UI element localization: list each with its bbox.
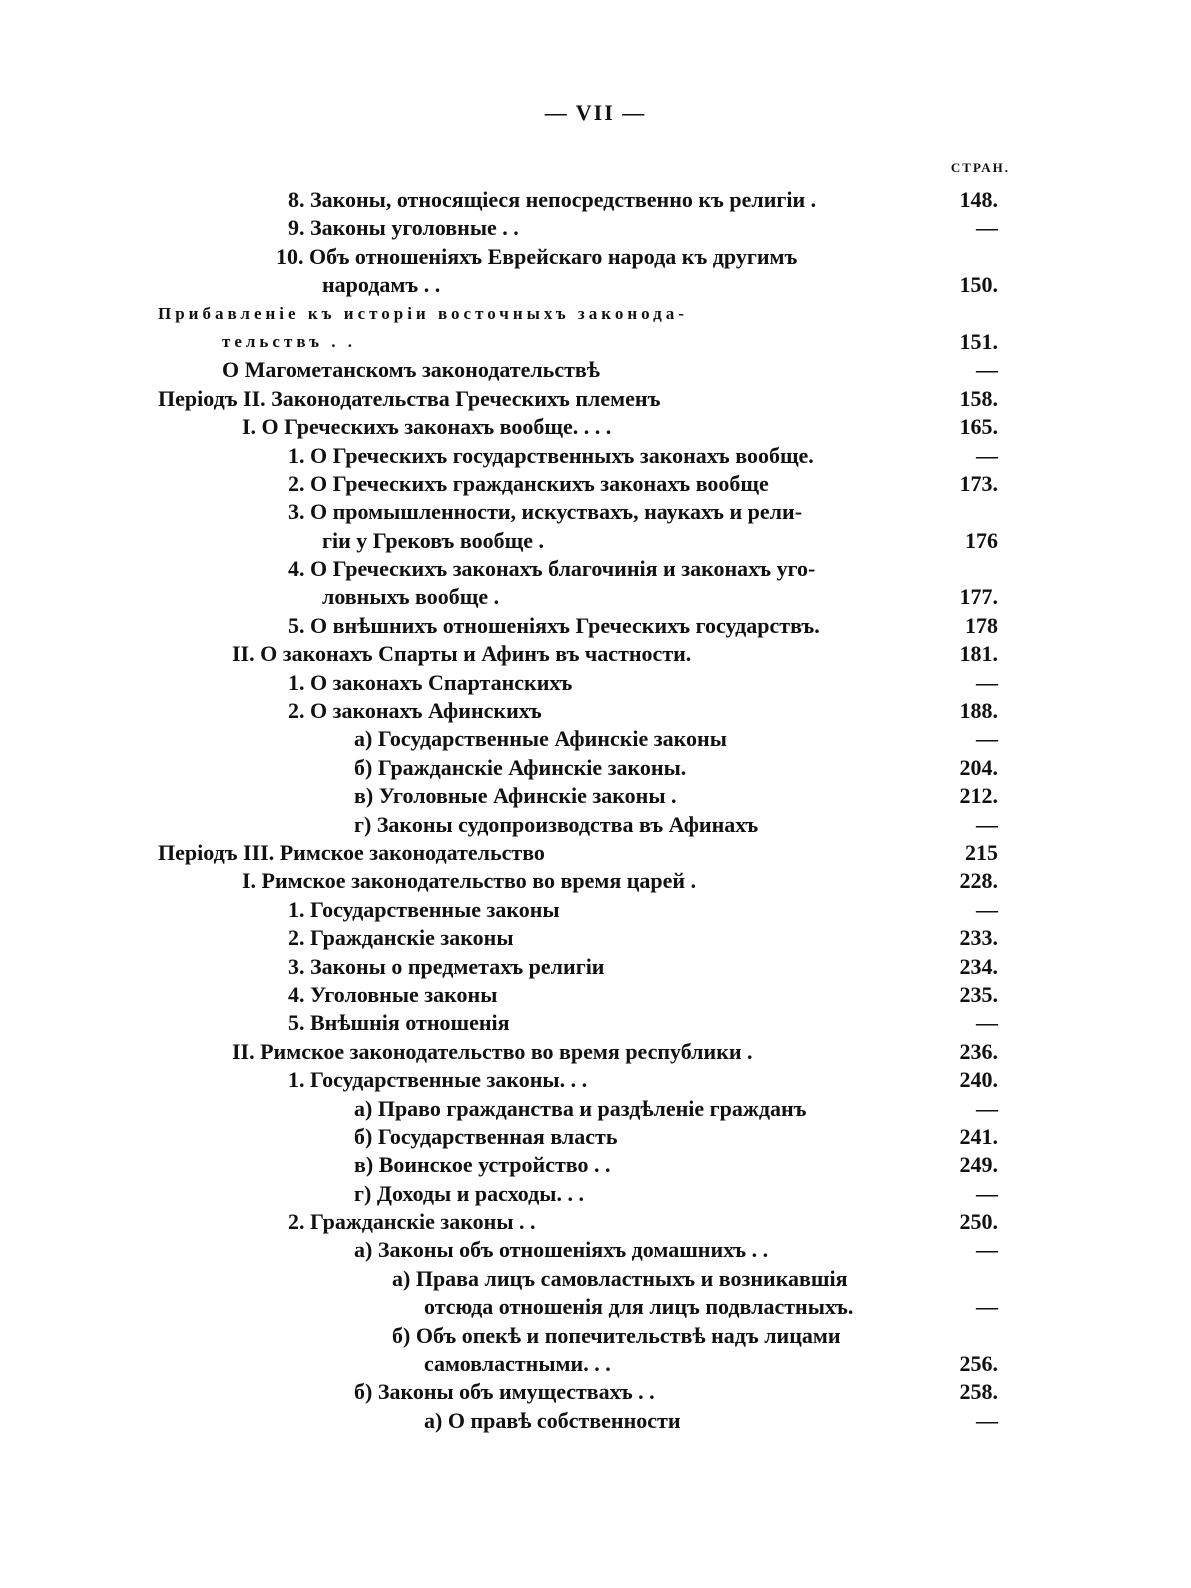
toc-entry xyxy=(0,953,1191,981)
toc-entry-page: 215 xyxy=(965,839,998,865)
toc-entry xyxy=(0,1322,1191,1350)
toc-entry-title: г) Доходы и расходы. . . xyxy=(354,1180,584,1206)
toc-entry-title: 3. О промышленности, искуствахъ, наукахъ и рели- xyxy=(288,499,803,525)
toc-entry-title: II. О законахъ Спарты и Афинъ въ частности. xyxy=(232,641,692,667)
toc-entry xyxy=(0,356,1191,384)
toc-entry xyxy=(0,186,1191,214)
toc-entry xyxy=(0,1151,1191,1179)
toc-entry-page: 150. xyxy=(959,272,998,298)
toc-entry-title: б) Объ опекѣ и попечительствѣ надъ лицами xyxy=(392,1322,841,1348)
toc-entry-page: — xyxy=(976,669,998,695)
toc-entry xyxy=(0,1293,1191,1321)
toc-entry-page: 249. xyxy=(959,1152,998,1178)
toc-entry-page: — xyxy=(976,1010,998,1036)
toc-entry xyxy=(0,867,1191,895)
toc-entry-title: ловныхъ вообще . xyxy=(322,584,500,610)
toc-entry-title: гіи у Грековъ вообще . xyxy=(322,527,544,553)
toc-entry-page: — xyxy=(976,1095,998,1121)
toc-entry xyxy=(0,413,1191,441)
toc-entry-title: I. О Греческихъ законахъ вообще. . . . xyxy=(242,414,612,440)
toc-entry-title: в) Уголовные Афинскіе законы . xyxy=(354,783,677,809)
toc-entry xyxy=(0,1009,1191,1037)
toc-entry-page: 151. xyxy=(959,328,998,354)
toc-entry-title: Прибавленіе къ исторіи восточныхъ законода- xyxy=(158,303,688,323)
toc-entry xyxy=(0,1407,1191,1435)
toc-entry-title: Періодъ III. Римское законодательство xyxy=(158,839,545,865)
toc-entry xyxy=(0,470,1191,498)
toc-entry xyxy=(0,1208,1191,1236)
toc-entry xyxy=(0,442,1191,470)
toc-entry-title: а) Государственные Афинскіе законы xyxy=(354,726,727,752)
toc-entry-page: 241. xyxy=(959,1123,998,1149)
toc-entry-title: 2. Гражданскіе законы . . xyxy=(288,1209,536,1235)
toc-entry-page: — xyxy=(976,215,998,241)
page-number: — VII — xyxy=(544,100,647,125)
toc-entry-title: 1. О Греческихъ государственныхъ законахъ вообще. xyxy=(288,442,814,468)
toc-entry-page: 212. xyxy=(959,783,998,809)
toc-entry-title: отсюда отношенія для лицъ подвластныхъ. xyxy=(424,1294,854,1320)
toc-entry-page: 240. xyxy=(959,1067,998,1093)
toc-entry xyxy=(0,1265,1191,1293)
toc-entry xyxy=(0,725,1191,753)
toc-entry xyxy=(0,782,1191,810)
toc-entry xyxy=(0,612,1191,640)
toc-entry-title: а) Законы объ отношеніяхъ домашнихъ . . xyxy=(354,1237,769,1263)
toc-entry-title: 2. О законахъ Афинскихъ xyxy=(288,698,542,724)
toc-entry-page: — xyxy=(976,1180,998,1206)
toc-entry-title: в) Воинское устройство . . xyxy=(354,1152,611,1178)
toc-entry xyxy=(0,498,1191,526)
toc-entry-title: 5. О внѣшнихъ отношеніяхъ Греческихъ государствъ. xyxy=(288,612,820,638)
toc-entry-title: народамъ . . xyxy=(322,272,441,298)
toc-entry-title: б) Законы объ имуществахъ . . xyxy=(354,1379,655,1405)
toc-entry-page: 148. xyxy=(959,187,998,212)
toc-entry xyxy=(0,669,1191,697)
toc-entry-page: 188. xyxy=(959,698,998,724)
toc-entry-page: 250. xyxy=(959,1209,998,1235)
toc-entry-title: 10. Объ отношеніяхъ Еврейскаго народа къ другимъ xyxy=(276,243,798,269)
toc-entry-page: 234. xyxy=(959,953,998,979)
toc-entry-page: 235. xyxy=(959,981,998,1007)
toc-entry-title: 4. О Греческихъ законахъ благочинія и законахъ уго- xyxy=(288,556,816,582)
toc-entry xyxy=(0,1123,1191,1151)
toc-entry-page: — xyxy=(976,726,998,752)
toc-entry xyxy=(0,271,1191,299)
toc-entry-title: а) Права лицъ самовластныхъ и возникавшія xyxy=(392,1265,848,1291)
toc-entry-title: б) Гражданскіе Афинскіе законы. xyxy=(354,754,687,780)
toc-entry-page: 176 xyxy=(965,527,998,553)
toc-entry xyxy=(0,1066,1191,1094)
toc-entry-title: 3. Законы о предметахъ религіи xyxy=(288,953,605,979)
toc-entry-page: 256. xyxy=(959,1351,998,1377)
toc-entry-title: а) О правѣ собственности xyxy=(424,1407,681,1433)
page-column-label: СТРАН. xyxy=(950,160,1010,175)
toc-entry-page: 258. xyxy=(959,1379,998,1405)
toc-entry xyxy=(0,697,1191,725)
table-of-contents xyxy=(0,186,1191,1435)
toc-entry-page: 173. xyxy=(959,470,998,496)
toc-entry xyxy=(0,328,1191,356)
toc-entry xyxy=(0,300,1191,328)
toc-entry-title: 9. Законы уголовные . . xyxy=(288,215,519,241)
toc-entry-page: — xyxy=(976,811,998,837)
toc-entry-title: 8. Законы, относящіеся непосредственно къ религіи . xyxy=(288,187,817,212)
toc-entry-title: а) Право гражданства и раздѣленіе гражданъ xyxy=(354,1095,807,1121)
toc-entry xyxy=(0,385,1191,413)
toc-entry-title: 5. Внѣшнія отношенія xyxy=(288,1010,510,1036)
toc-entry-title: г) Законы судопроизводства въ Афинахъ xyxy=(354,811,759,837)
toc-entry xyxy=(0,640,1191,668)
toc-entry xyxy=(0,924,1191,952)
toc-entry xyxy=(0,1180,1191,1208)
toc-entry xyxy=(0,1038,1191,1066)
toc-entry xyxy=(0,896,1191,924)
toc-entry-page: 165. xyxy=(959,414,998,440)
toc-entry-title: 2. Гражданскіе законы xyxy=(288,925,514,951)
toc-entry xyxy=(0,243,1191,271)
toc-entry-page: — xyxy=(976,1294,998,1320)
toc-entry-page: 178 xyxy=(965,612,998,638)
toc-entry-page: 158. xyxy=(959,385,998,411)
toc-entry-title: самовластными. . . xyxy=(424,1351,611,1377)
toc-entry-page: 204. xyxy=(959,754,998,780)
toc-entry-title: 1. О законахъ Спартанскихъ xyxy=(288,669,573,695)
toc-entry xyxy=(0,583,1191,611)
toc-entry xyxy=(0,527,1191,555)
toc-entry-page: — xyxy=(976,896,998,922)
toc-entry-page: — xyxy=(976,1237,998,1263)
toc-entry xyxy=(0,1095,1191,1123)
toc-entry-title: б) Государственная власть xyxy=(354,1123,618,1149)
toc-entry-page: 236. xyxy=(959,1038,998,1064)
toc-entry xyxy=(0,1378,1191,1406)
toc-entry-title: II. Римское законодательство во время республики . xyxy=(232,1038,753,1064)
toc-entry xyxy=(0,214,1191,242)
toc-entry xyxy=(0,1350,1191,1378)
toc-entry-page: — xyxy=(976,357,998,383)
toc-entry-title: тельствъ . . xyxy=(222,331,356,351)
toc-entry xyxy=(0,1236,1191,1264)
toc-entry-page: — xyxy=(976,1407,998,1433)
toc-entry-page: 233. xyxy=(959,925,998,951)
toc-entry-page: 228. xyxy=(959,868,998,894)
toc-entry-title: 1. Государственные законы. . . xyxy=(288,1067,588,1093)
toc-entry-title: Періодъ II. Законодательства Греческихъ племенъ xyxy=(158,385,661,411)
toc-entry-title: I. Римское законодательство во время царей . xyxy=(242,868,697,894)
toc-entry xyxy=(0,754,1191,782)
toc-entry-page: 177. xyxy=(959,584,998,610)
toc-entry-title: 2. О Греческихъ гражданскихъ законахъ вообще xyxy=(288,470,769,496)
toc-entry-title: О Магометанскомъ законодательствѣ xyxy=(222,357,600,383)
toc-entry-title: 4. Уголовные законы xyxy=(288,981,498,1007)
toc-entry-page: 181. xyxy=(959,641,998,667)
toc-entry xyxy=(0,839,1191,867)
toc-entry xyxy=(0,811,1191,839)
toc-entry-page: — xyxy=(976,442,998,468)
toc-entry xyxy=(0,555,1191,583)
toc-entry xyxy=(0,981,1191,1009)
toc-entry-title: 1. Государственные законы xyxy=(288,896,560,922)
